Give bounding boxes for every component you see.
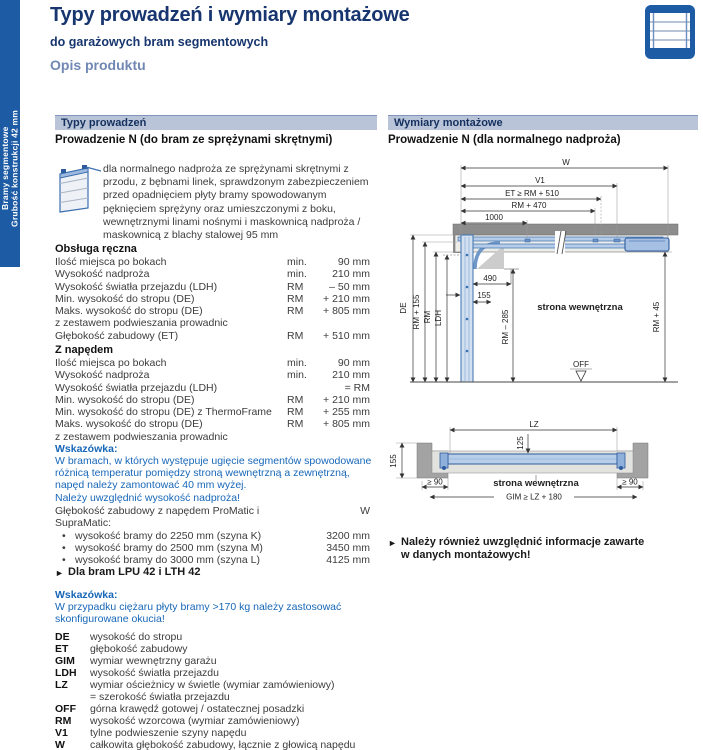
tilted-door-icon xyxy=(55,162,101,214)
legend-row xyxy=(55,667,373,679)
legend-abbr: V1 xyxy=(55,727,68,739)
table-row xyxy=(55,382,370,394)
depth-header-value: W xyxy=(360,505,370,517)
depth-header-label: Głębokość zabudowy z napędem ProMatic i SupraMatic: xyxy=(55,505,260,530)
legend-desc: wymiar ościeżnicy w świetle (wymiar zamówieniowy) xyxy=(90,679,335,691)
mounting-note-text xyxy=(401,536,644,561)
list-item xyxy=(55,542,370,554)
row-ref: RM xyxy=(287,329,304,342)
dim-ge90-left: ≥ 90 xyxy=(427,477,443,487)
right-track-bracket xyxy=(617,453,625,468)
table-row xyxy=(55,418,370,430)
row-value: 210 mm xyxy=(332,369,370,382)
page-subtitle: do garażowych bram segmentowych xyxy=(50,35,269,49)
row-ref: RM xyxy=(287,393,304,406)
legend-abbr: OFF xyxy=(55,703,76,715)
legend-row xyxy=(55,679,373,691)
section-title: Opis produktu xyxy=(50,57,146,73)
row-label: z zestawem podwieszania prowadnic xyxy=(55,317,228,330)
depth-label: • wysokość bramy do 3000 mm (szyna L) xyxy=(55,554,310,566)
row-ref: min. xyxy=(287,268,307,281)
table-row xyxy=(55,369,370,381)
row-label: Wysokość nadproża xyxy=(55,268,150,281)
row-value: 210 mm xyxy=(332,268,370,281)
row-ref: RM xyxy=(287,305,304,318)
table-row xyxy=(55,406,370,418)
hint-title: Wskazówka: xyxy=(55,443,118,455)
dim-gim: GIM ≥ LZ + 180 xyxy=(506,492,562,502)
anchor-tab xyxy=(525,239,530,242)
sidebar-tab xyxy=(0,0,20,267)
legend-desc: wysokość wzorcowa (wymiar zamówieniowy) xyxy=(90,715,300,727)
row-value xyxy=(323,317,370,329)
legend-desc: tylne podwieszenie szyny napędu xyxy=(90,727,247,739)
dim-lz: LZ xyxy=(529,420,539,429)
depth-value: 4125 mm xyxy=(326,554,370,567)
legend-abbr: LDH xyxy=(55,667,77,679)
hint-title: Wskazówka: xyxy=(55,589,118,601)
row-label: Głębokość zabudowy (ET) xyxy=(55,329,179,342)
off-arrow-icon xyxy=(576,371,586,381)
depth-label: • wysokość bramy do 2250 mm (szyna K) xyxy=(55,530,310,542)
legend-abbr xyxy=(55,691,90,703)
row-ref: RM xyxy=(287,280,304,293)
row-value: 90 mm xyxy=(337,256,370,268)
off-label: OFF xyxy=(573,360,589,369)
anchor-tab xyxy=(614,239,620,242)
row-value: + 210 mm xyxy=(323,292,370,305)
row-label: Ilość miejsca po bokach xyxy=(55,357,167,369)
legend-row xyxy=(55,739,373,750)
dim-w: W xyxy=(562,158,570,167)
legend-abbr: GIM xyxy=(55,655,75,667)
table-row xyxy=(55,293,370,305)
legend-desc: głębokość zabudowy xyxy=(90,643,188,655)
legend-row xyxy=(55,727,373,739)
dim-rm470: RM + 470 xyxy=(511,201,547,210)
dim-155-plan: 155 xyxy=(389,454,398,468)
row-label: Min. wysokość do stropu (DE) z ThermoFrame xyxy=(55,406,272,419)
row-ref xyxy=(287,317,323,329)
row-value: = RM xyxy=(344,381,370,394)
table-row xyxy=(55,305,370,317)
right-section-bar: Wymiary montażowe xyxy=(388,115,698,130)
row-value: + 805 mm xyxy=(323,305,370,318)
dim-490: 490 xyxy=(483,274,497,283)
depth-value: 3200 mm xyxy=(326,529,370,542)
intro-paragraph: dla normalnego nadproża ze sprężynami skrętnymi z przodu, z bębnami linek, sprawdzonym zabezpieczeniem przed opadnięciem płyty bramy spowodowanym pęknięciem sprężyny oraz umieszczonymi z boku, wewnętrznymi linami nośnymi i maskownicą nadproża / maskownicą z blachy stalowej 95 mm xyxy=(103,163,369,242)
row-value xyxy=(323,431,370,443)
row-label: Min. wysokość do stropu (DE) xyxy=(55,393,195,406)
row-ref: min. xyxy=(287,256,307,268)
dim-rm: RM xyxy=(423,310,432,324)
manual-title: Obsługa ręczna xyxy=(55,243,137,255)
legend-abbr: DE xyxy=(55,631,70,643)
legend-abbr: W xyxy=(55,739,65,750)
left-track-bracket xyxy=(440,453,448,468)
legend-row xyxy=(55,715,373,727)
mounting-data-note xyxy=(388,536,688,561)
dim-ge90-right: ≥ 90 xyxy=(622,477,638,487)
left-section-bar: Typy prowadzeń xyxy=(55,115,377,130)
sidebar-line2: Grubość konstrukcji 42 mm xyxy=(9,110,19,227)
legend xyxy=(55,631,373,750)
inside-label: strona wewnętrzna xyxy=(537,302,623,313)
legend-abbr: ET xyxy=(55,643,69,655)
powered-table xyxy=(55,357,370,443)
depth-label: • wysokość bramy do 2500 mm (szyna M) xyxy=(55,542,310,554)
door-rail xyxy=(466,244,641,248)
row-ref xyxy=(287,431,323,443)
legend-row xyxy=(55,643,373,655)
hint-text: W przypadku ciężaru płyty bramy >170 kg należy zastosować skonfigurowane okucia! xyxy=(55,601,342,626)
hint-text: W bramach, w których występuje ugięcie segmentów spowodowane różnicą temperatur pomiędzy stroną wewnętrzną a zewnętrzną, napęd należy zamontować 40 mm wyżej. xyxy=(55,455,372,492)
side-view-diagram xyxy=(388,155,703,405)
row-ref: RM xyxy=(287,292,304,305)
door-panel xyxy=(461,235,473,382)
note-line1: Należy również uwzględnić informacje zawarte xyxy=(401,536,645,548)
row-value: + 805 mm xyxy=(323,418,370,431)
legend-row xyxy=(55,631,373,643)
powered-title: Z napędem xyxy=(55,344,114,356)
table-row xyxy=(55,281,370,293)
legend-row xyxy=(55,691,373,703)
list-item xyxy=(55,530,370,542)
inside-label-plan: strona wewnętrzna xyxy=(493,478,579,489)
depth-header xyxy=(55,505,370,530)
anchor-tab xyxy=(593,239,598,242)
legend-abbr: LZ xyxy=(55,679,68,691)
for-doors-note xyxy=(55,566,200,580)
row-value: – 50 mm xyxy=(329,280,370,293)
row-ref xyxy=(287,382,323,394)
sidebar-line1: Bramy segmentowe xyxy=(0,126,10,211)
table-row xyxy=(55,394,370,406)
row-label: Wysokość nadproża xyxy=(55,369,150,382)
row-ref: RM xyxy=(287,406,304,419)
dim-ldh: LDH xyxy=(434,309,443,327)
for-doors-text: Dla bram LPU 42 i LTH 42 xyxy=(68,566,201,578)
table-row xyxy=(55,317,370,329)
sectional-door-icon xyxy=(644,4,696,62)
table-row xyxy=(55,330,370,342)
legend-desc: górna krawędź gotowej / ostatecznej posadzki xyxy=(90,703,305,715)
table-row xyxy=(55,431,370,443)
legend-desc: = szerokość światła przejazdu xyxy=(90,691,230,703)
row-value: 90 mm xyxy=(337,357,370,369)
plan-view-diagram xyxy=(388,418,703,508)
triangle-arrow-icon: ► xyxy=(55,568,64,578)
dim-v1: V1 xyxy=(535,176,545,185)
right-subheading: Prowadzenie N (dla normalnego nadproża) xyxy=(388,134,621,146)
row-ref: min. xyxy=(287,369,307,382)
table-row xyxy=(55,357,370,369)
page-title: Typy prowadzeń i wymiary montażowe xyxy=(50,4,410,26)
legend-desc: wysokość światła przejazdu xyxy=(90,667,219,679)
dim-1000: 1000 xyxy=(485,213,503,222)
row-label: Maks. wysokość do stropu (DE) xyxy=(55,305,203,318)
dim-et: ET ≥ RM + 510 xyxy=(505,189,559,198)
dim-rm45: RM + 45 xyxy=(652,301,661,333)
dim-125: 125 xyxy=(516,436,525,450)
row-ref: min. xyxy=(287,357,307,369)
depth-value: 3450 mm xyxy=(326,541,370,554)
note-line2: w danych montażowych! xyxy=(401,548,531,561)
dim-155: 155 xyxy=(477,291,491,300)
dim-rm285: RM – 285 xyxy=(501,309,510,345)
hint-note-2 xyxy=(55,589,373,625)
legend-row xyxy=(55,703,373,715)
sidebar-tab-label xyxy=(1,110,20,227)
dim-de: DE xyxy=(399,302,408,314)
row-ref: RM xyxy=(287,418,304,431)
legend-desc: wysokość do stropu xyxy=(90,631,183,643)
legend-desc: całkowita głębokość zabudowy, łącznie z głowicą napędu xyxy=(90,739,356,750)
row-label: Min. wysokość do stropu (DE) xyxy=(55,292,195,305)
list-item xyxy=(55,554,370,566)
legend-row xyxy=(55,655,373,667)
depth-section xyxy=(55,505,370,566)
row-label: Maks. wysokość do stropu (DE) xyxy=(55,418,203,431)
row-label: Ilość miejsca po bokach xyxy=(55,256,167,268)
legend-desc: wymiar wewnętrzny garażu xyxy=(90,655,217,667)
hint-note-1 xyxy=(55,443,373,504)
operator-head xyxy=(625,238,669,251)
triangle-arrow-icon: ► xyxy=(388,538,397,548)
hint-text-last: Należy uwzględnić wysokość nadproża! xyxy=(55,491,241,504)
row-value: + 510 mm xyxy=(323,329,370,342)
legend-abbr: RM xyxy=(55,715,72,727)
table-row xyxy=(55,268,370,280)
dim-rm155: RM + 155 xyxy=(412,294,421,330)
manual-table xyxy=(55,256,370,342)
row-value: + 210 mm xyxy=(323,393,370,406)
row-label: z zestawem podwieszania prowadnic xyxy=(55,430,228,443)
row-value: + 255 mm xyxy=(323,406,370,419)
left-subheading: Prowadzenie N (do bram ze sprężynami skrętnymi) xyxy=(55,134,333,146)
table-row xyxy=(55,256,370,268)
row-label: Wysokość światła przejazdu (LDH) xyxy=(55,280,218,293)
row-label: Wysokość światła przejazdu (LDH) xyxy=(55,381,218,394)
